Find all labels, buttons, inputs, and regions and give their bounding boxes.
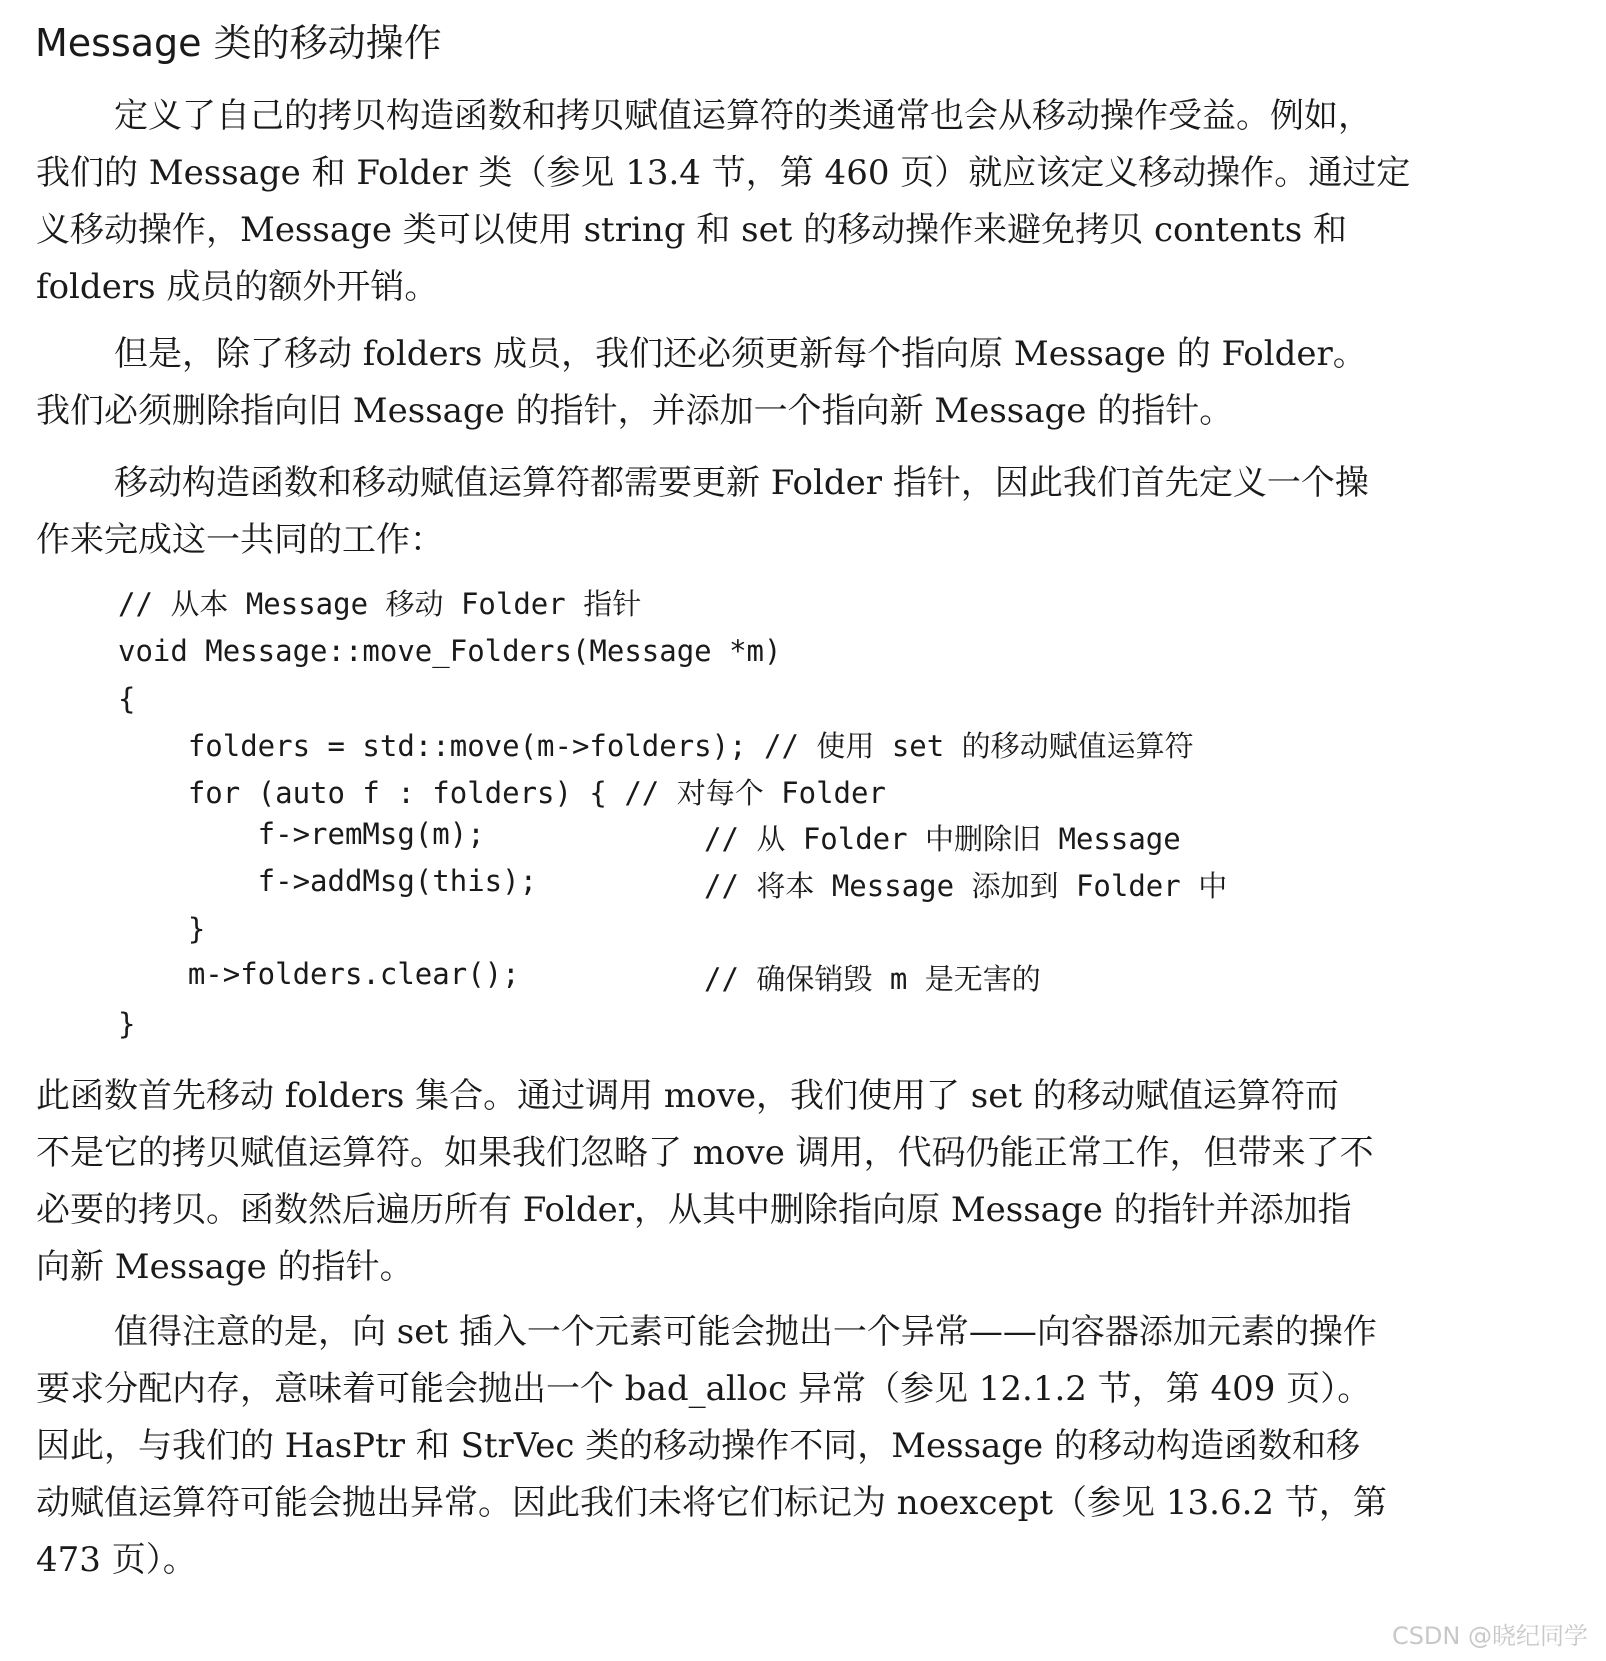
paragraph-2	[36, 326, 1576, 440]
paragraph-line: 移动构造函数和移动赋值运算符都需要更新 Folder 指针，因此我们首先定义一个操	[114, 463, 1369, 503]
paragraph-line: 我们必须删除指向旧 Message 的指针，并添加一个指向新 Message 的指针。	[36, 391, 1234, 431]
paragraph-line: 必要的拷贝。函数然后遍历所有 Folder，从其中删除指向原 Message 的指针并添加指	[36, 1190, 1352, 1230]
paragraph-line: 因此，与我们的 HasPtr 和 StrVec 类的移动操作不同，Message 的移动构造函数和移	[36, 1426, 1360, 1466]
code-line: for (auto f : folders) { // 对每个 Folder	[118, 776, 886, 810]
paragraph-line: 此函数首先移动 folders 集合。通过调用 move，我们使用了 set 的移动赋值运算符而	[36, 1076, 1339, 1116]
paragraph-line: 473 页）。	[36, 1540, 197, 1580]
paragraph-line: 向新 Message 的指针。	[36, 1247, 414, 1287]
code-line: }	[118, 912, 206, 946]
paragraph-line: 义移动操作，Message 类可以使用 string 和 set 的移动操作来避免拷贝 contents 和	[36, 210, 1347, 250]
code-line: m->folders.clear();	[118, 957, 520, 991]
paragraph-line: 动赋值运算符可能会抛出异常。因此我们未将它们标记为 noexcept（参见 13.6.2 节，第	[36, 1483, 1387, 1523]
paragraph-line: 作来完成这一共同的工作：	[36, 520, 444, 560]
code-line: f->addMsg(this);	[118, 864, 538, 898]
paragraph-line: folders 成员的额外开销。	[36, 267, 439, 307]
paragraph-line: 我们的 Message 和 Folder 类（参见 13.4 节，第 460 页）就应该定义移动操作。通过定	[36, 153, 1411, 193]
code-line: folders = std::move(m->folders); // 使用 set 的移动赋值运算符	[118, 729, 1194, 763]
paragraph-4	[36, 1068, 1576, 1296]
paragraph-5	[36, 1304, 1576, 1589]
code-comment: // 从 Folder 中删除旧 Message	[704, 822, 1181, 856]
paragraph-3	[36, 455, 1576, 569]
paragraph-line: 不是它的拷贝赋值运算符。如果我们忽略了 move 调用，代码仍能正常工作，但带来了不	[36, 1133, 1374, 1173]
code-line: {	[118, 682, 136, 716]
paragraph-line: 值得注意的是，向 set 插入一个元素可能会抛出一个异常——向容器添加元素的操作	[114, 1312, 1377, 1352]
code-comment: // 将本 Message 添加到 Folder 中	[704, 869, 1228, 903]
code-comment-line: // 从本 Message 移动 Folder 指针	[118, 587, 642, 621]
watermark: CSDN @晓纪同学	[1391, 1622, 1588, 1650]
code-line: void Message::move_Folders(Message *m)	[118, 634, 782, 668]
paragraph-line: 要求分配内存，意味着可能会抛出一个 bad_alloc 异常（参见 12.1.2 节，第 409 页）。	[36, 1369, 1372, 1409]
section-title: Message 类的移动操作	[35, 21, 442, 65]
paragraph-line: 但是，除了移动 folders 成员，我们还必须更新每个指向原 Message 的 Folder。	[114, 334, 1367, 374]
paragraph-line: 定义了自己的拷贝构造函数和拷贝赋值运算符的类通常也会从移动操作受益。例如，	[114, 96, 1372, 136]
paragraph-1	[36, 88, 1576, 316]
code-line: }	[118, 1007, 136, 1041]
code-line: f->remMsg(m);	[118, 817, 485, 851]
code-comment: // 确保销毁 m 是无害的	[704, 962, 1041, 996]
